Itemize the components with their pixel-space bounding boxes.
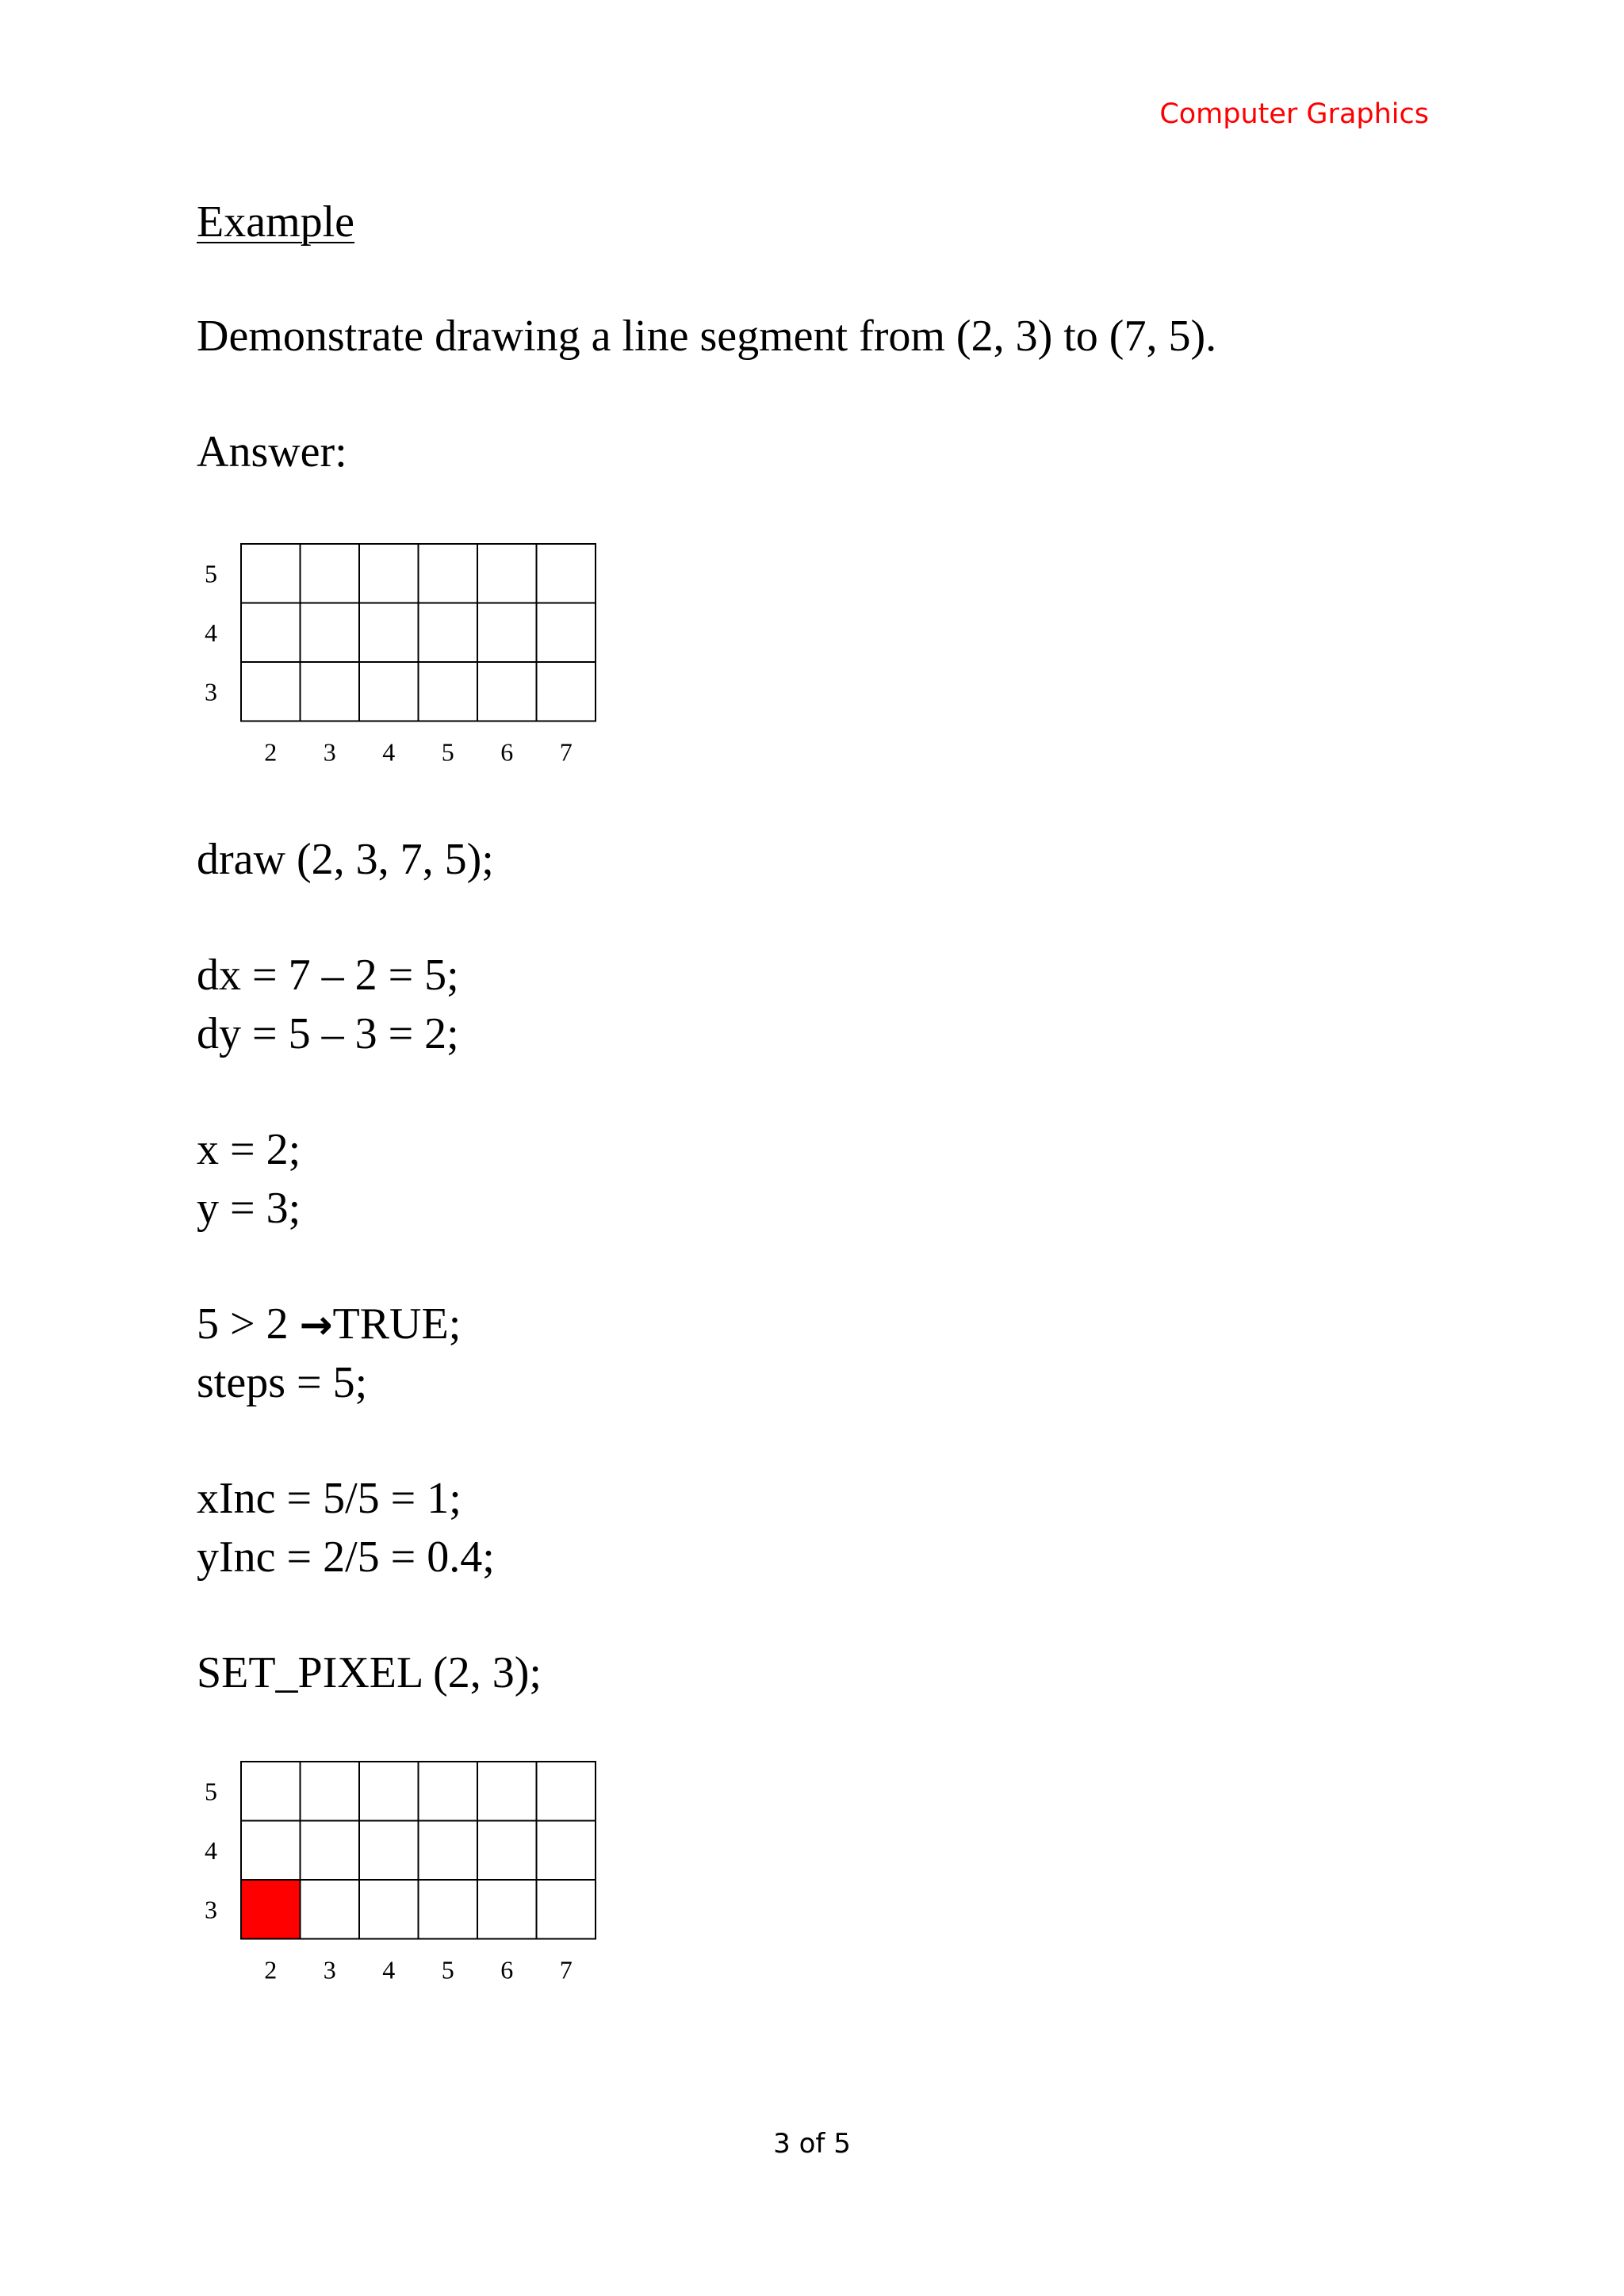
- dy-calc: dy = 5 – 3 = 2;: [197, 1009, 459, 1058]
- grid-after-cell-7-4: [537, 1821, 596, 1881]
- grid-initial-cell-2-4: [241, 603, 301, 663]
- grid-after-cell-7-5: [537, 1762, 596, 1821]
- grid-initial-cell-3-5: [301, 544, 360, 603]
- grid-after-cell-6-4: [477, 1821, 537, 1881]
- grid-after-filled-pixel-2-3: [241, 1880, 301, 1939]
- grid-initial-cell-2-3: [241, 662, 301, 721]
- grid-initial-cell-5-5: [419, 544, 478, 603]
- grid-after-y-label-5: 5: [205, 1777, 217, 1806]
- grid-after-x-label-3: 3: [323, 1955, 336, 1984]
- grid-after-cell-2-4: [241, 1821, 301, 1881]
- grid-initial-x-label-4: 4: [382, 737, 396, 767]
- page-number: 3 of 5: [773, 2128, 851, 2160]
- grid-initial-x-label-3: 3: [323, 737, 336, 767]
- grid-after-cell-5-5: [419, 1762, 478, 1821]
- grid-after-y-label-3: 3: [205, 1895, 217, 1924]
- grid-after-x-label-2: 2: [264, 1955, 278, 1984]
- grid-initial-cell-7-3: [537, 662, 596, 721]
- answer-label: Answer:: [197, 427, 347, 476]
- grid-initial-cell-7-4: [537, 603, 596, 663]
- grid-after-x-label-7: 7: [559, 1955, 573, 1984]
- set-pixel-call: SET_PIXEL (2, 3);: [197, 1648, 542, 1697]
- y-init: y = 3;: [197, 1184, 301, 1233]
- grid-initial-y-label-5: 5: [205, 559, 217, 588]
- yinc-calc: yInc = 2/5 = 0.4;: [197, 1533, 495, 1582]
- condition-result: TRUE;: [332, 1299, 462, 1349]
- grid-after-cell-5-4: [419, 1821, 478, 1881]
- grid-after-x-label-5: 5: [441, 1955, 454, 1984]
- grid-initial-x-label-5: 5: [441, 737, 454, 767]
- grid-initial-cell-5-4: [419, 603, 478, 663]
- grid-after-cell-3-4: [301, 1821, 360, 1881]
- grid-initial-cell-6-4: [477, 603, 537, 663]
- grid-initial-cell-4-4: [359, 603, 419, 663]
- grid-after-cell-5-3: [419, 1880, 478, 1939]
- grid-initial-cell-5-3: [419, 662, 478, 721]
- arrow-icon: →: [299, 1302, 333, 1348]
- grid-after-cell-3-5: [301, 1762, 360, 1821]
- grid-after-cell-4-4: [359, 1821, 419, 1881]
- page-header: Computer Graphics: [1159, 98, 1429, 130]
- grid-after-cell-4-3: [359, 1880, 419, 1939]
- grid-initial-x-label-2: 2: [264, 737, 278, 767]
- grid-initial-cell-4-5: [359, 544, 419, 603]
- grid-after-x-label-6: 6: [500, 1955, 514, 1984]
- xinc-calc: xInc = 5/5 = 1;: [197, 1474, 462, 1523]
- section-title: Example: [197, 197, 355, 247]
- pixel-grid-after-set: [190, 1749, 603, 1987]
- problem-statement: Demonstrate drawing a line segment from (2, 3) to (7, 5).: [197, 312, 1217, 361]
- grid-initial-y-label-4: 4: [205, 618, 217, 647]
- steps-assign: steps = 5;: [197, 1358, 368, 1407]
- grid-initial-cell-4-3: [359, 662, 419, 721]
- draw-call: draw (2, 3, 7, 5);: [197, 835, 494, 884]
- grid-after-y-label-4: 4: [205, 1835, 217, 1865]
- condition-text: 5 > 2: [197, 1299, 300, 1349]
- x-init: x = 2;: [197, 1125, 301, 1174]
- grid-initial-cell-3-3: [301, 662, 360, 721]
- grid-initial-y-label-3: 3: [205, 677, 217, 706]
- grid-after-cell-3-3: [301, 1880, 360, 1939]
- grid-initial-cell-6-5: [477, 544, 537, 603]
- grid-initial-cell-2-5: [241, 544, 301, 603]
- grid-after-cell-6-3: [477, 1880, 537, 1939]
- grid-initial-x-label-7: 7: [559, 737, 573, 767]
- grid-after-cell-6-5: [477, 1762, 537, 1821]
- pixel-grid-initial: [190, 531, 603, 769]
- dx-calc: dx = 7 – 2 = 5;: [197, 951, 459, 1000]
- grid-after-cell-4-5: [359, 1762, 419, 1821]
- grid-after-cell-7-3: [537, 1880, 596, 1939]
- grid-initial-x-label-6: 6: [500, 737, 514, 767]
- grid-after-cell-2-5: [241, 1762, 301, 1821]
- grid-initial-cell-6-3: [477, 662, 537, 721]
- grid-after-x-label-4: 4: [382, 1955, 396, 1984]
- grid-initial-cell-7-5: [537, 544, 596, 603]
- grid-initial-cell-3-4: [301, 603, 360, 663]
- condition-line: [197, 1299, 461, 1349]
